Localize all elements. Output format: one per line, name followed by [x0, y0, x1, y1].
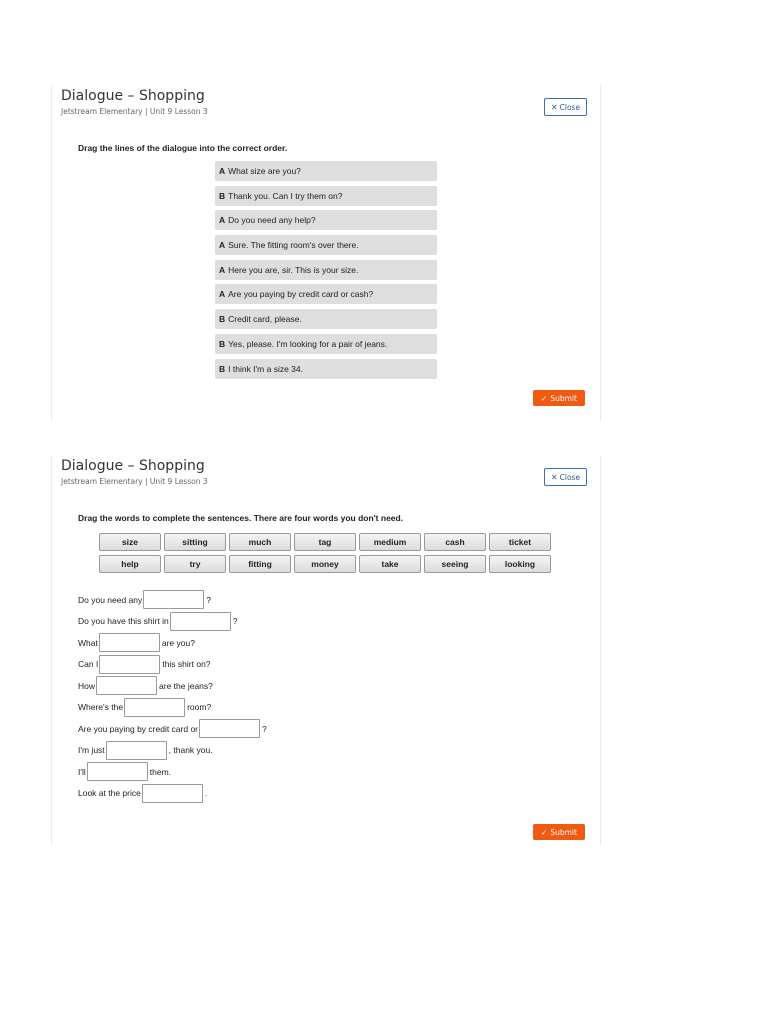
dialogue-line[interactable] — [215, 260, 437, 280]
speaker-label: A — [219, 166, 226, 176]
sentence-row — [78, 590, 267, 609]
sentence-text-before: How — [78, 680, 96, 691]
sentence-row — [78, 698, 267, 717]
speaker-label: B — [219, 190, 226, 201]
sentence-row — [78, 633, 267, 652]
sentence-row — [78, 784, 267, 803]
dialogue-line[interactable] — [215, 210, 437, 230]
dialogue-line[interactable] — [215, 186, 437, 206]
word-tile[interactable]: take — [359, 555, 421, 573]
dialogue-line[interactable] — [215, 284, 437, 304]
word-tile[interactable]: size — [99, 533, 161, 551]
dialogue-line[interactable] — [215, 334, 437, 354]
sentence-text-before: I'm just — [78, 745, 105, 755]
line-text: Yes, please. I'm looking for a pair of jeans. — [228, 338, 388, 349]
sentence-row — [78, 612, 267, 631]
sentence-text-before: Are you paying by credit card or — [78, 723, 199, 734]
word-tile[interactable]: sitting — [164, 533, 226, 551]
line-text: I think I'm a size 34. — [228, 363, 303, 374]
gap-drop-zone[interactable] — [124, 698, 185, 717]
sentence-text-after: , thank you. — [168, 745, 213, 755]
sentence-row — [78, 762, 267, 781]
sentence-text-before: What — [78, 637, 98, 648]
line-text: Thank you. Can I try them on? — [228, 190, 343, 201]
sentence-text-before: Do you have this shirt in — [78, 616, 169, 626]
close-button[interactable] — [544, 468, 587, 486]
line-text: Sure. The fitting room's over there. — [228, 240, 359, 251]
submit-label: Submit — [550, 827, 577, 837]
word-tile[interactable]: help — [99, 555, 161, 573]
sentence-text-after: ? — [206, 594, 212, 605]
gap-drop-zone[interactable] — [142, 784, 203, 803]
panel-subtitle: Jetstream Elementary | Unit 9 Lesson 3 — [61, 107, 208, 116]
word-tile[interactable]: ticket — [489, 533, 551, 551]
dialogue-line[interactable] — [215, 235, 437, 255]
dialogue-line[interactable] — [215, 309, 437, 329]
sentence-text-before: Do you need any — [78, 594, 143, 605]
word-tile[interactable]: fitting — [229, 555, 291, 573]
gap-drop-zone[interactable] — [199, 719, 260, 738]
close-label: Close — [559, 472, 581, 482]
submit-button[interactable] — [533, 824, 585, 840]
sentence-row — [78, 655, 267, 674]
panel-subtitle: Jetstream Elementary | Unit 9 Lesson 3 — [61, 477, 208, 486]
word-tile[interactable]: tag — [294, 533, 356, 551]
word-tile[interactable]: looking — [489, 555, 551, 573]
check-icon: ✓ — [541, 827, 548, 837]
sentence-row — [78, 676, 267, 695]
word-tile[interactable]: cash — [424, 533, 486, 551]
close-icon: ✕ — [550, 472, 558, 482]
gap-drop-zone[interactable] — [106, 741, 167, 760]
close-label: Close — [559, 102, 581, 112]
sentence-text-after: . — [204, 788, 208, 798]
panel-title: Dialogue – Shopping — [61, 88, 205, 104]
sentence-text-before: Can I — [78, 659, 99, 669]
word-tile[interactable]: money — [294, 555, 356, 573]
word-bank-row — [99, 555, 555, 573]
word-bank — [99, 533, 555, 577]
speaker-label: B — [219, 314, 226, 325]
sentence-text-after: ? — [262, 723, 267, 734]
sentence-text-after: are you? — [161, 637, 195, 648]
close-button[interactable] — [544, 98, 587, 116]
dialogue-line-list — [215, 161, 437, 383]
sentence-text-before: I'll — [78, 766, 86, 777]
word-tile[interactable]: medium — [359, 533, 421, 551]
gap-drop-zone[interactable] — [96, 676, 157, 695]
line-text: Do you need any help? — [228, 215, 316, 226]
speaker-label: A — [219, 289, 226, 300]
sentence-text-before: Where's the — [78, 702, 124, 712]
gap-drop-zone[interactable] — [143, 590, 204, 609]
instruction-text: Drag the words to complete the sentences. There are four words you don't need. — [78, 513, 404, 523]
word-tile[interactable]: much — [229, 533, 291, 551]
line-text: What size are you? — [228, 166, 301, 176]
panel-title: Dialogue – Shopping — [61, 458, 205, 474]
sentence-text-before: Look at the price — [78, 788, 141, 798]
word-gap-fill-panel — [51, 455, 601, 845]
sentence-text-after: them. — [149, 766, 172, 777]
sentence-text-after: this shirt on? — [162, 659, 211, 669]
sentence-row — [78, 741, 267, 760]
dialogue-line[interactable] — [215, 161, 437, 181]
speaker-label: A — [219, 215, 226, 226]
submit-button[interactable] — [533, 390, 585, 406]
sentence-text-after: ? — [232, 616, 238, 626]
line-text: Are you paying by credit card or cash? — [228, 289, 374, 300]
dialogue-order-panel — [51, 85, 601, 421]
dialogue-line[interactable] — [215, 359, 437, 379]
sentence-row — [78, 719, 267, 738]
close-icon: ✕ — [550, 102, 558, 112]
word-bank-row — [99, 533, 555, 551]
instruction-text: Drag the lines of the dialogue into the correct order. — [78, 143, 288, 153]
speaker-label: B — [219, 338, 226, 349]
sentence-list — [78, 590, 267, 805]
word-tile[interactable]: seeing — [424, 555, 486, 573]
gap-drop-zone[interactable] — [99, 655, 160, 674]
gap-drop-zone[interactable] — [99, 633, 160, 652]
speaker-label: A — [219, 240, 226, 251]
sentence-text-after: room? — [187, 702, 212, 712]
word-tile[interactable]: try — [164, 555, 226, 573]
check-icon: ✓ — [541, 393, 548, 403]
line-text: Credit card, please. — [228, 314, 302, 325]
submit-label: Submit — [550, 393, 577, 403]
gap-drop-zone[interactable] — [87, 762, 148, 781]
sentence-text-after: are the jeans? — [159, 680, 213, 691]
gap-drop-zone[interactable] — [170, 612, 231, 631]
line-text: Here you are, sir. This is your size. — [228, 264, 359, 275]
speaker-label: B — [219, 363, 226, 374]
speaker-label: A — [219, 264, 226, 275]
